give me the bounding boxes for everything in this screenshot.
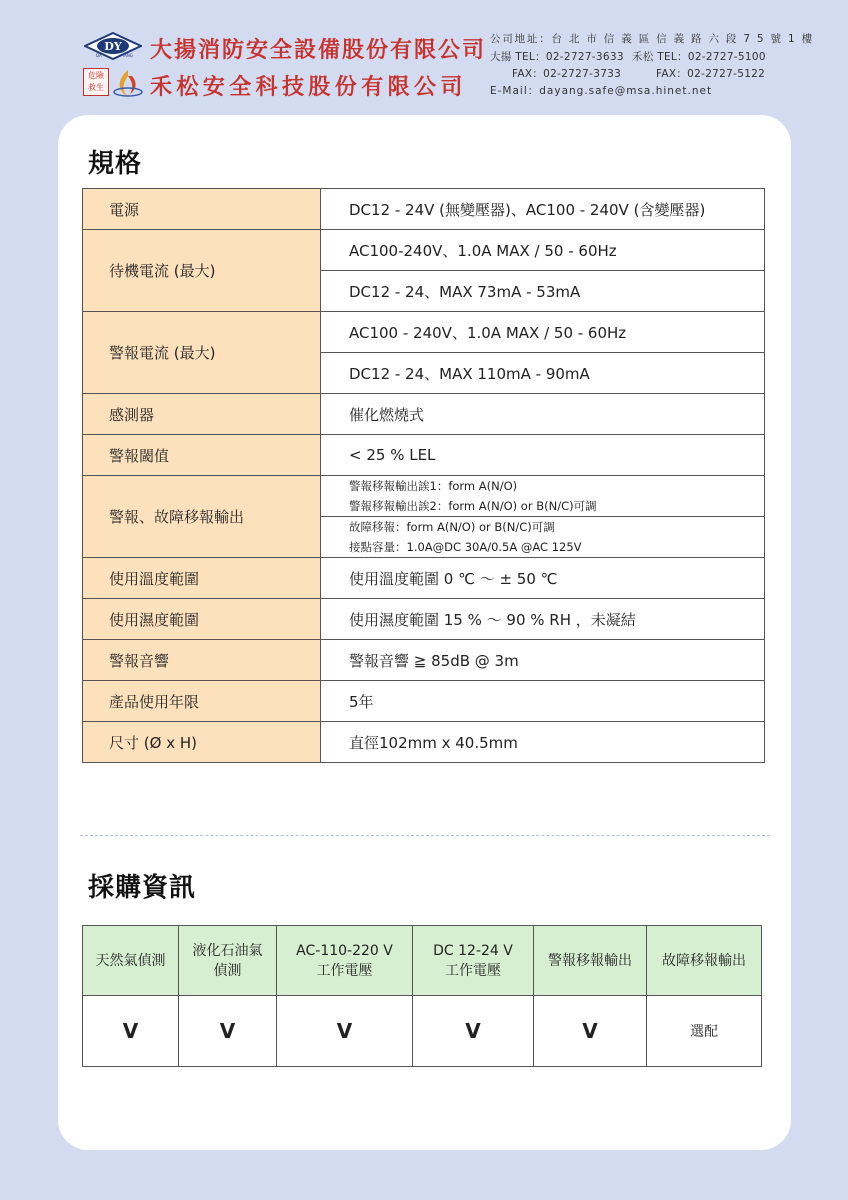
spec-value-power: DC12 - 24V (無變壓器)、AC100 - 240V (含變壓器) xyxy=(321,189,765,230)
table-row xyxy=(83,681,765,722)
purchase-value-fault-output: 選配 xyxy=(647,996,762,1067)
purchase-header-natural-gas: 天然氣偵測 xyxy=(83,926,179,996)
contact-tel-line xyxy=(490,49,766,64)
logo-dy-text: DY xyxy=(104,40,122,53)
table-row xyxy=(83,394,765,435)
table-row xyxy=(83,435,765,476)
spec-value-temp: 使用溫度範圍 0 ℃ ～ ± 50 ℃ xyxy=(321,558,765,599)
purchase-value-lpg: V xyxy=(179,996,277,1067)
table-row xyxy=(83,599,765,640)
table-row xyxy=(83,558,765,599)
spec-value-sound: 警報音響 ≧ 85dB @ 3m xyxy=(321,640,765,681)
purchase-value-alarm-output: V xyxy=(534,996,647,1067)
spec-value-size: 直徑102mm x 40.5mm xyxy=(321,722,765,763)
hesong-flame-logo-icon xyxy=(112,68,144,98)
hesong-tel: 禾松 TEL：02-2727-5100 xyxy=(632,51,766,63)
purchase-value-dc-voltage: V xyxy=(413,996,534,1067)
seal-line-1: 危險 xyxy=(88,71,104,80)
spec-value-life: 5年 xyxy=(321,681,765,722)
spec-value-relay-4: 接點容量：1.0A@DC 30A/0.5A @AC 125V xyxy=(321,537,765,558)
spec-value-threshold: < 25 % LEL xyxy=(321,435,765,476)
spec-value-relay-3: 故障移報：form A(N/O) or B(N/C)可調 xyxy=(321,517,765,538)
spec-table xyxy=(82,188,765,763)
company-address: 公司地址：台 北 市 信 義 區 信 義 路 六 段 7 5 號 1 樓 xyxy=(490,33,814,45)
logo-dy-sub-left: DA xyxy=(96,53,102,58)
spec-label-temp: 使用溫度範圍 xyxy=(83,558,321,599)
table-row xyxy=(83,312,765,353)
table-row xyxy=(83,640,765,681)
purchase-table xyxy=(82,925,762,1067)
purchase-header-ac-voltage: AC-110-220 V 工作電壓 xyxy=(277,926,413,996)
spec-label-humidity: 使用濕度範圍 xyxy=(83,599,321,640)
spec-value-sensor: 催化燃燒式 xyxy=(321,394,765,435)
contact-email: E-Mail：dayang.safe@msa.hinet.net xyxy=(490,85,713,97)
company-name-hesong: 禾松安全科技股份有限公司 xyxy=(150,75,467,100)
spec-label-sound: 警報音響 xyxy=(83,640,321,681)
spec-value-humidity: 使用濕度範圍 15 % ～ 90 % RH ，未凝結 xyxy=(321,599,765,640)
purchase-header-lpg: 液化石油氣 偵測 xyxy=(179,926,277,996)
table-row xyxy=(83,722,765,763)
purchase-value-ac-voltage: V xyxy=(277,996,413,1067)
logo-dy-sub-right: YANG xyxy=(122,53,133,58)
purchase-value-row xyxy=(83,996,762,1067)
spec-value-alarm-dc: DC12 - 24、MAX 110mA - 90mA xyxy=(321,353,765,394)
spec-section-title: 規格 xyxy=(88,149,143,179)
spec-label-relay: 警報、故障移報輸出 xyxy=(83,476,321,558)
spec-label-life: 產品使用年限 xyxy=(83,681,321,722)
dashed-divider xyxy=(80,835,770,836)
spec-label-alarm-current: 警報電流 (最大) xyxy=(83,312,321,394)
spec-value-relay-2: 警報移報輸出誒2：form A(N/O) or B(N/C)可調 xyxy=(321,496,765,517)
spec-label-standby: 待機電流 (最大) xyxy=(83,230,321,312)
purchase-value-natural-gas: V xyxy=(83,996,179,1067)
purchase-header-fault-output: 故障移報輸出 xyxy=(647,926,762,996)
table-row xyxy=(83,189,765,230)
table-row xyxy=(83,230,765,271)
dayang-logo-icon xyxy=(84,32,142,60)
spec-label-size: 尺寸 (Ø x H) xyxy=(83,722,321,763)
spec-value-alarm-ac: AC100 - 240V、1.0A MAX / 50 - 60Hz xyxy=(321,312,765,353)
spec-value-relay-1: 警報移報輸出誒1：form A(N/O) xyxy=(321,476,765,497)
purchase-section-title: 採購資訊 xyxy=(88,873,197,903)
hesong-fax: FAX：02-2727-5122 xyxy=(656,68,766,80)
dayang-tel: 大揚 TEL：02-2727-3633 xyxy=(490,51,624,63)
company-name-dayang: 大揚消防安全設備股份有限公司 xyxy=(150,38,487,63)
spec-label-sensor: 感測器 xyxy=(83,394,321,435)
dayang-fax: FAX：02-2727-3733 xyxy=(512,68,622,80)
spec-label-threshold: 警報閾值 xyxy=(83,435,321,476)
purchase-header-alarm-output: 警報移報輸出 xyxy=(534,926,647,996)
table-row xyxy=(83,476,765,497)
seal-stamp-icon xyxy=(83,68,109,96)
spec-label-power: 電源 xyxy=(83,189,321,230)
purchase-header-dc-voltage: DC 12-24 V 工作電壓 xyxy=(413,926,534,996)
seal-line-2: 救生 xyxy=(88,83,104,92)
purchase-header-row xyxy=(83,926,762,996)
letterhead xyxy=(0,0,848,110)
spec-value-standby-dc: DC12 - 24、MAX 73mA - 53mA xyxy=(321,271,765,312)
spec-value-standby-ac: AC100-240V、1.0A MAX / 50 - 60Hz xyxy=(321,230,765,271)
